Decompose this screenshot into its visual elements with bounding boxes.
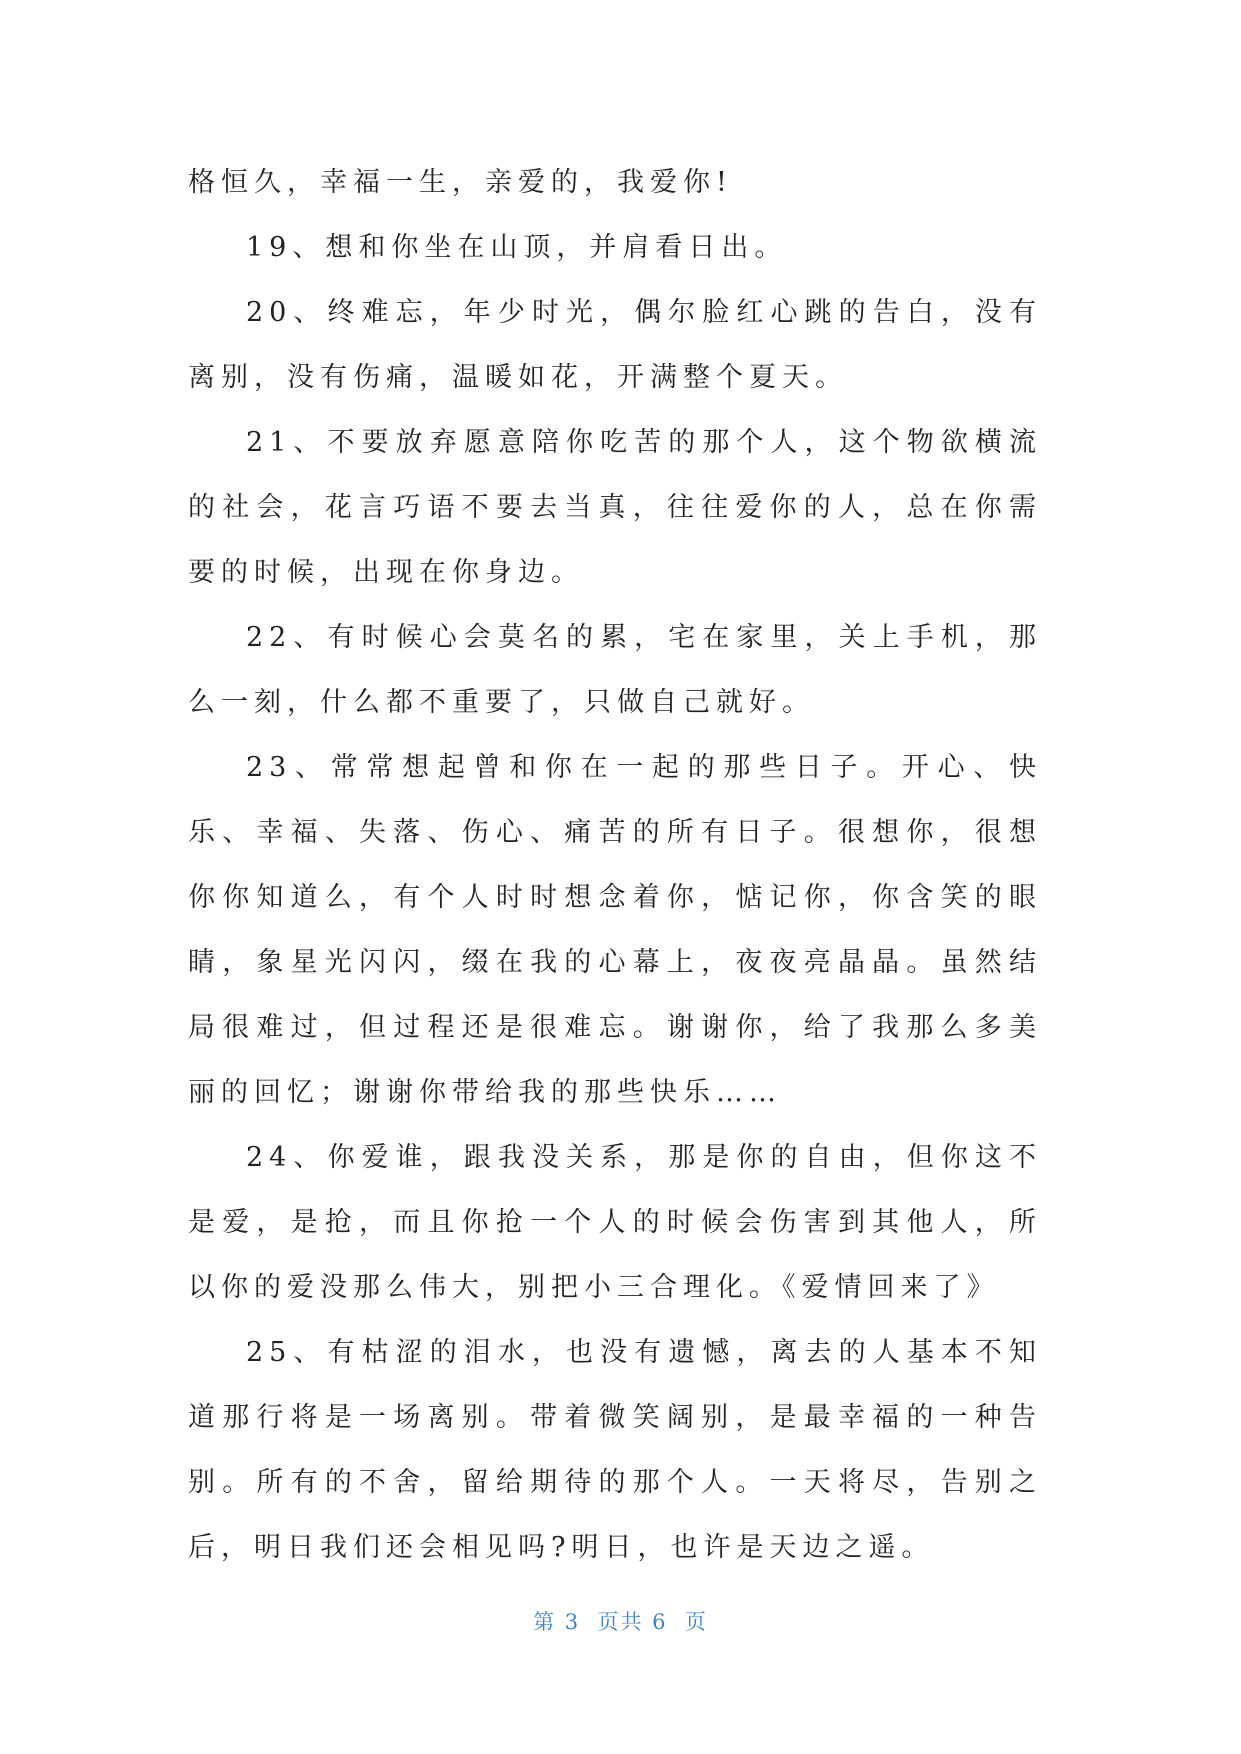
page-number-footer: 第 3 页共 6 页	[533, 1610, 708, 1634]
paragraph-continuation: 格恒久，幸福一生，亲爱的，我爱你!	[188, 167, 733, 198]
paragraph-21: 21、不要放弃愿意陪你吃苦的那个人，这个物欲横流的社会，花言巧语不要去当真，往往爱你的人，总在你需要的时候，出现在你身边。	[188, 427, 1042, 588]
paragraph-20: 20、终难忘，年少时光，偶尔脸红心跳的告白，没有离别，没有伤痛，温暖如花，开满整个夏天。	[188, 297, 1042, 393]
paragraph-19: 19、想和你坐在山顶，并肩看日出。	[246, 232, 788, 263]
document-body	[188, 150, 1042, 1580]
paragraph-23: 23、常常想起曾和你在一起的那些日子。开心、快乐、幸福、失落、伤心、痛苦的所有日子。很想你，很想你你知道么，有个人时时想念着你，惦记你，你含笑的眼睛，象星光闪闪，缀在我的心幕上，夜夜亮晶晶。虽然结局很难过，但过程还是很难忘。谢谢你，给了我那么多美丽的回忆；谢谢你带给我的那些快乐……	[188, 752, 1042, 1108]
paragraph-22: 22、有时候心会莫名的累，宅在家里，关上手机，那么一刻，什么都不重要了，只做自己就好。	[188, 622, 1042, 718]
paragraph-25: 25、有枯涩的泪水，也没有遗憾，离去的人基本不知道那行将是一场离别。带着微笑阔别，是最幸福的一种告别。所有的不舍，留给期待的那个人。一天将尽，告别之后，明日我们还会相见吗?明日，也许是天边之遥。	[188, 1337, 1042, 1563]
paragraph-24: 24、你爱谁，跟我没关系，那是你的自由，但你这不是爱，是抢，而且你抢一个人的时候会伤害到其他人，所以你的爱没那么伟大，别把小三合理化。《爱情回来了》	[188, 1142, 1042, 1303]
